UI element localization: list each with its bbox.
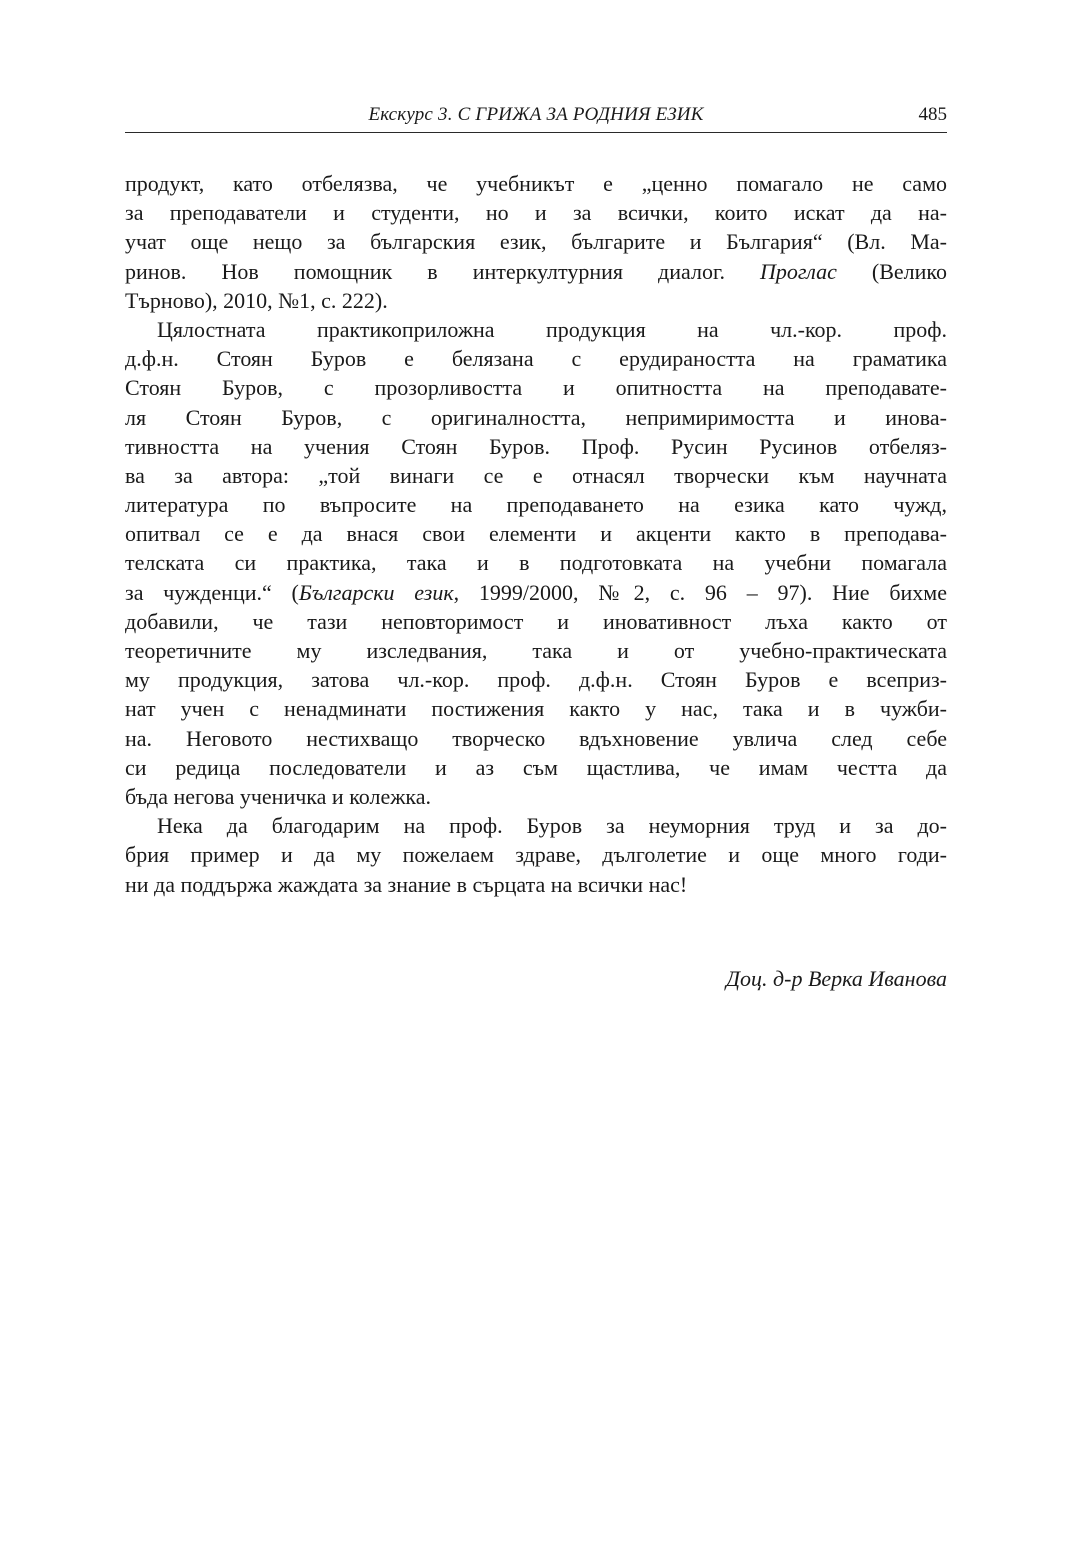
paragraph	[125, 811, 947, 899]
text-line: д.ф.н. Стоян Буров е белязана с ерудираността на граматика	[125, 346, 947, 372]
text-line: телската си практика, така и в подготовката на учебни помагала	[125, 550, 947, 576]
text-line: учат още нещо за българския език, българите и България“ (Вл. Ма-	[125, 229, 947, 255]
paragraph	[125, 315, 947, 811]
text-line: ни да поддържа жаждата за знание в сърцата на всички нас!	[125, 871, 688, 897]
text-line: на. Неговото нестихващо творческо вдъхновение увлича след себе	[125, 725, 947, 751]
text-line: тивността на учения Стоян Буров. Проф. Русин Русинов отбеляз-	[125, 433, 947, 459]
text-line: Търново), 2010, №1, с. 222).	[125, 287, 388, 313]
text-line: ва за автора: „той винаги се е отнасял творчески към научната	[125, 462, 947, 488]
text-line: литература по въпросите на преподаването на езика като чужд,	[125, 492, 947, 518]
text-line: бъда негова ученичка и колежка.	[125, 783, 432, 809]
running-header	[125, 100, 947, 133]
text-line: добавили, че тази неповторимост и иновативност лъха както от	[125, 608, 947, 634]
text-line: за чужденци.“ (Български език, 1999/2000, №2, с. 96 – 97). Ние бихме	[125, 579, 947, 605]
page-number: 485	[918, 104, 947, 125]
journal-title: Български език	[298, 579, 454, 605]
chapter-title: Екскурс 3. С ГРИЖА ЗА РОДНИЯ ЕЗИК	[368, 104, 704, 125]
body-text	[125, 169, 947, 899]
text-line: продукт, като отбелязва, че учебникът е „ценно помагало не само	[125, 171, 947, 196]
text-line: за преподаватели и студенти, но и за всички, които искат да на-	[125, 200, 947, 226]
text-line: Стоян Буров, с прозорливостта и опитността на преподавате-	[125, 375, 947, 401]
text-line: опитвал се е да внася свои елементи и акценти както в преподава-	[125, 521, 947, 547]
text-line: му продукция, затова чл.-кор. проф. д.ф.н. Стоян Буров е всеприз-	[125, 667, 947, 693]
text-line: си редица последователи и аз съм щастлива, че имам честта да	[125, 754, 947, 780]
text-line: нат учен с ненадминати постижения както у нас, така и в чужби-	[125, 696, 947, 722]
journal-title: Проглас	[760, 258, 837, 284]
author-signature: Доц. д-р Верка Иванова	[726, 966, 947, 991]
text-line: ринов. Нов помощник в интеркултурния диалог. Проглас (Велико	[125, 258, 947, 284]
text-line: теоретичните му изследвания, така и от учебно-практическата	[125, 638, 947, 663]
text-line: брия пример и да му пожелаем здраве, дълголетие и още много годи-	[125, 842, 947, 868]
text-line: Цялостната практикоприложна продукция на чл.-кор. проф.	[157, 316, 947, 342]
text-line: ля Стоян Буров, с оригиналността, непримиримостта и инова-	[125, 404, 947, 430]
text-line: Нека да благодарим на проф. Буров за неуморния труд и за до-	[157, 813, 947, 839]
paragraph	[125, 169, 947, 315]
